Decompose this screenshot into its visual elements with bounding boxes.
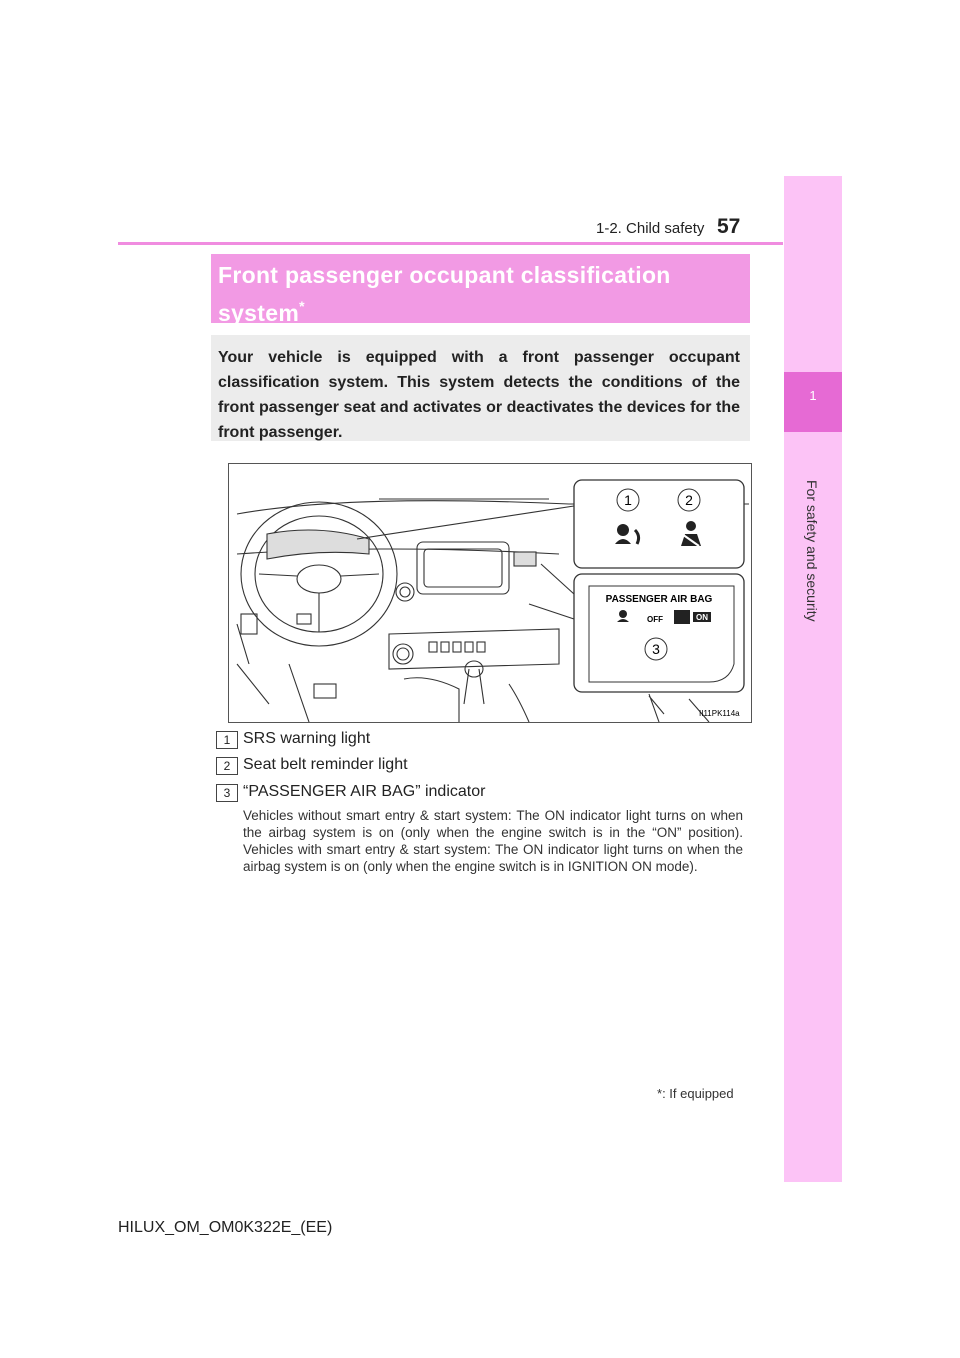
chapter-title: For safety and security bbox=[804, 480, 820, 622]
illus-panel-label: PASSENGER AIR BAG bbox=[605, 594, 713, 605]
item-number-3: 3 bbox=[216, 784, 238, 802]
footnote-asterisk: * bbox=[657, 1086, 663, 1101]
side-tab-band bbox=[784, 176, 842, 1182]
illus-off-label: OFF bbox=[647, 615, 663, 624]
chapter-number: 1 bbox=[809, 388, 817, 403]
airbag-on-icon bbox=[674, 610, 690, 624]
note-text: Vehicles without smart entry & start system: The ON indicator light turns on when the airbag system is on (only when the engine switch is in the “ON” position). Vehicles with smart entry & start system: The ON indicator light turns on when the airbag system is on (only when the engine switch is in IGNITION ON mode). bbox=[243, 808, 743, 874]
illus-callout-3: 3 bbox=[652, 641, 660, 657]
intro-text: Your vehicle is equipped with a front passenger occupant classification system. This system detects the conditions of the front passenger seat and activates or deactivates the devices for the front passenger. bbox=[218, 349, 740, 441]
illus-callout-2: 2 bbox=[685, 492, 693, 508]
title-asterisk: * bbox=[299, 298, 305, 314]
footnote-text: : If equipped bbox=[662, 1086, 734, 1101]
illus-callout-1: 1 bbox=[624, 492, 632, 508]
item-label-seat-belt-reminder: Seat belt reminder light bbox=[243, 756, 408, 773]
page-title bbox=[218, 260, 738, 329]
illustration-code: II11PK114a bbox=[699, 709, 740, 718]
header-divider bbox=[118, 242, 783, 245]
dashboard-drawing bbox=[229, 464, 751, 722]
item-label-srs-warning-light: SRS warning light bbox=[243, 730, 371, 747]
item-number-1: 1 bbox=[216, 731, 238, 749]
item-label-passenger-air-bag: “PASSENGER AIR BAG” indicator bbox=[243, 783, 486, 800]
item-number-2: 2 bbox=[216, 757, 238, 775]
page-title-text: Front passenger occupant classification system bbox=[218, 262, 671, 326]
footnote bbox=[657, 1086, 734, 1101]
footer-document-code: HILUX_OM_OM0K322E_(EE) bbox=[118, 1219, 333, 1236]
section-title: 1-2. Child safety bbox=[596, 220, 705, 237]
dashboard-illustration bbox=[228, 463, 752, 723]
page-number: 57 bbox=[717, 215, 741, 238]
illus-on-label: ON bbox=[696, 613, 708, 622]
